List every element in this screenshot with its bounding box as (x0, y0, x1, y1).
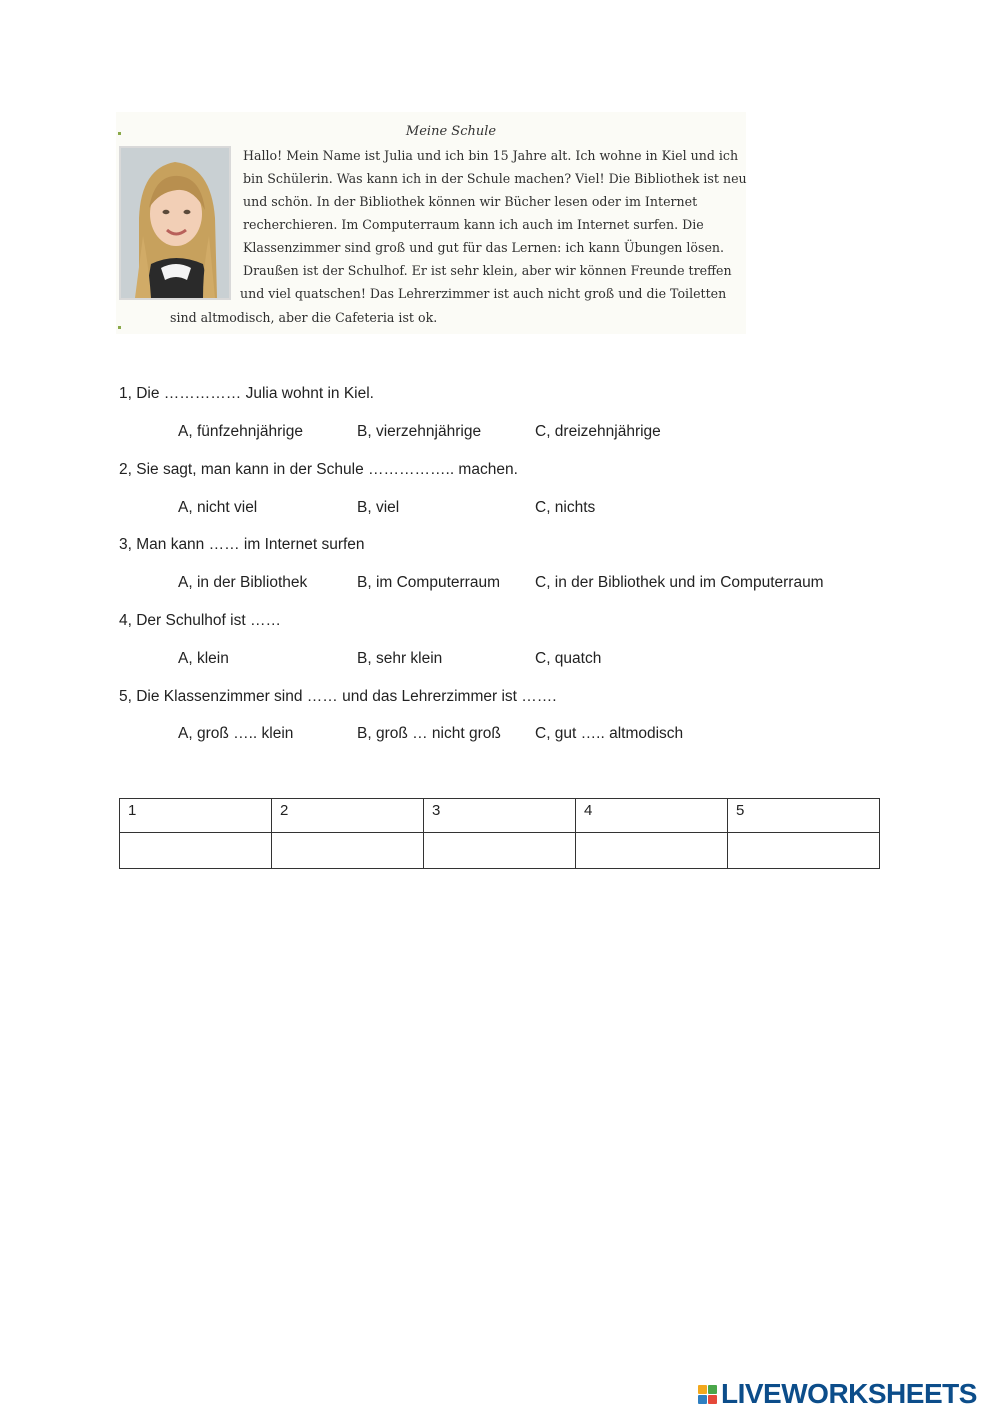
passage-line: und schön. In der Bibliothek können wir Bücher lesen oder im Internet (243, 194, 698, 209)
answer-table (119, 798, 880, 869)
logo-tiles-icon (698, 1385, 717, 1404)
question-2-option-a[interactable]: A, nicht viel (178, 499, 258, 516)
reading-passage (116, 112, 746, 334)
question-2: 2, Sie sagt, man kann in der Schule …………….. machen. (119, 461, 518, 478)
girl-portrait-image (121, 148, 229, 298)
passage-line: bin Schülerin. Was kann ich in der Schule machen? Viel! Die Bibliothek ist neu (243, 171, 747, 186)
question-3: 3, Man kann …… im Internet surfen (119, 536, 365, 553)
question-1: 1, Die …………… Julia wohnt in Kiel. (119, 385, 374, 402)
passage-line: Draußen ist der Schulhof. Er ist sehr klein, aber wir können Freunde treffen (243, 263, 732, 278)
logo-text: LIVEWORKSHEETS (721, 1378, 977, 1409)
question-3-option-b[interactable]: B, im Computerraum (357, 574, 500, 591)
question-1-option-b[interactable]: B, vierzehnjährige (357, 423, 482, 440)
question-5: 5, Die Klassenzimmer sind …… und das Lehrerzimmer ist ……. (119, 688, 557, 705)
question-1-option-c[interactable]: C, dreizehnjährige (535, 423, 661, 440)
question-5-option-a[interactable]: A, groß ….. klein (178, 725, 294, 742)
passage-line: recherchieren. Im Computerraum kann ich auch im Internet surfen. Die (243, 217, 704, 232)
question-2-option-c[interactable]: C, nichts (535, 499, 596, 516)
student-photo (119, 146, 231, 300)
passage-title (116, 124, 766, 139)
answer-table-header-row (120, 799, 880, 833)
answer-header-5: 5 (728, 799, 880, 833)
passage-line: sind altmodisch, aber die Cafeteria ist ok. (170, 310, 438, 325)
question-4: 4, Der Schulhof ist …… (119, 612, 281, 629)
question-2-option-b[interactable]: B, viel (357, 499, 400, 516)
answer-header-2: 2 (272, 799, 424, 833)
question-1-option-a[interactable]: A, fünfzehnjährige (178, 423, 303, 440)
question-4-option-c[interactable]: C, quatch (535, 650, 602, 667)
logo-tile (698, 1385, 707, 1394)
bullet-mark (118, 326, 121, 329)
answer-cell-2[interactable] (272, 833, 424, 869)
logo-tile (708, 1395, 717, 1404)
question-5-option-c[interactable]: C, gut ….. altmodisch (535, 725, 684, 742)
passage-line: Hallo! Mein Name ist Julia und ich bin 15 Jahre alt. Ich wohne in Kiel und ich (243, 148, 739, 163)
answer-header-4: 4 (576, 799, 728, 833)
answer-cell-4[interactable] (576, 833, 728, 869)
answer-header-1: 1 (120, 799, 272, 833)
question-4-option-b[interactable]: B, sehr klein (357, 650, 443, 667)
answer-header-3: 3 (424, 799, 576, 833)
passage-line: Klassenzimmer sind groß und gut für das Lernen: ich kann Übungen lösen. (243, 240, 725, 255)
question-4-option-a[interactable]: A, klein (178, 650, 229, 667)
passage-line: und viel quatschen! Das Lehrerzimmer ist auch nicht groß und die Toiletten (240, 286, 727, 301)
question-3-option-c[interactable]: C, in der Bibliothek und im Computerraum (535, 574, 824, 591)
logo-tile (708, 1385, 717, 1394)
answer-cell-3[interactable] (424, 833, 576, 869)
answer-cell-5[interactable] (728, 833, 880, 869)
answer-cell-1[interactable] (120, 833, 272, 869)
passage-title-text: Meine Schule (405, 124, 497, 139)
answer-table-input-row (120, 833, 880, 869)
question-5-option-b[interactable]: B, groß … nicht groß (357, 725, 501, 742)
question-3-option-a[interactable]: A, in der Bibliothek (178, 574, 308, 591)
logo-tile (698, 1395, 707, 1404)
liveworksheets-logo (698, 1378, 977, 1410)
